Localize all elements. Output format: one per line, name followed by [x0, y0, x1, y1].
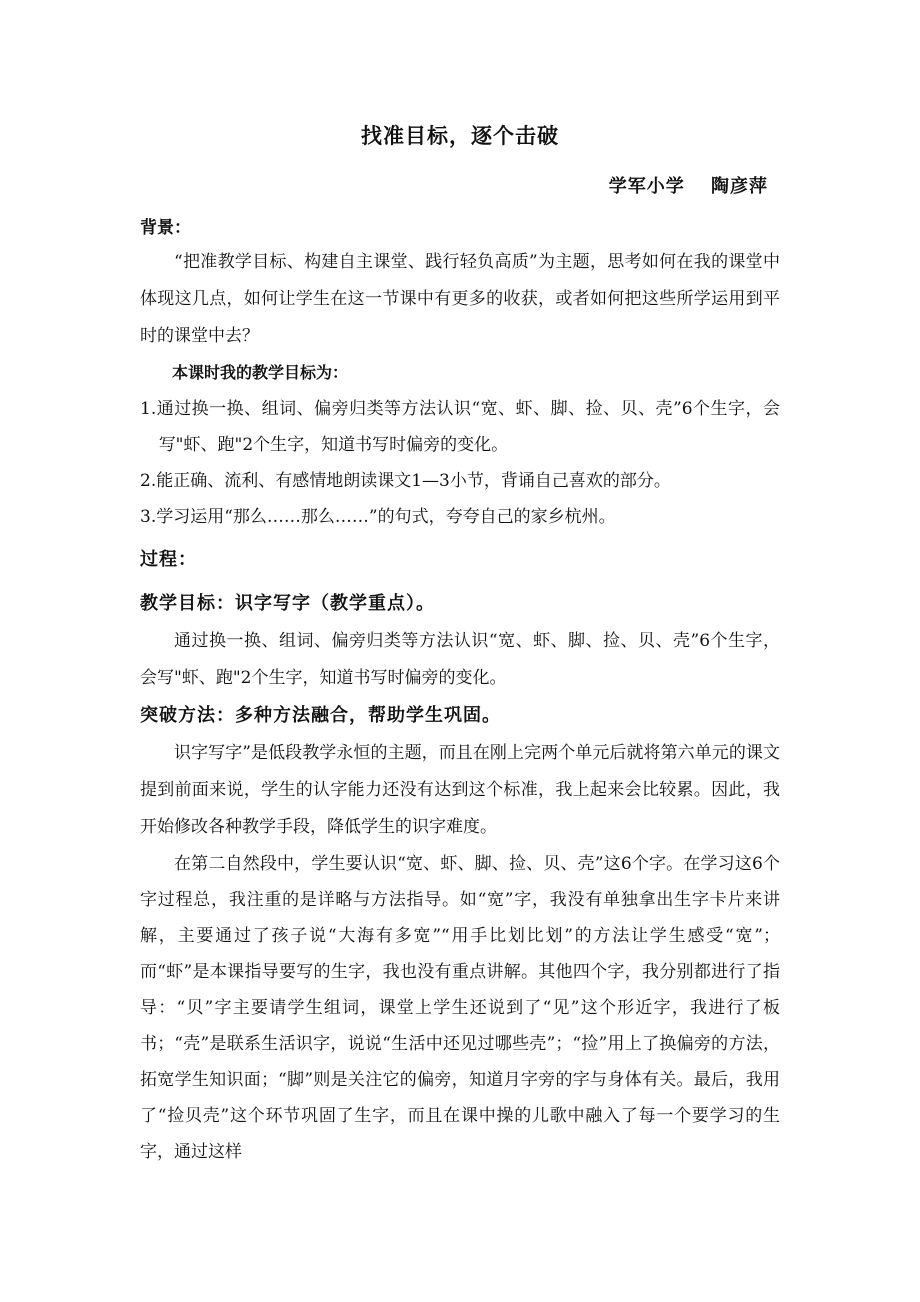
- goal-item-1: 1.通过换一换、组词、偏旁归类等方法认识“宽、虾、脚、捡、贝、壳”6个生字，会写"虾、跑"2个生字，知道书写时偏旁的变化。: [140, 399, 780, 455]
- method-paragraph-2: 在第二自然段中，学生要认识“宽、虾、脚、捡、贝、壳”这6个字。在学习这6个字过程总，我注重的是详略与方法指导。如“宽”字，我没有单独拿出生字卡片来讲解，主要通过了孩子说“大海有多宽”“用手比划比划”的方法让学生感受“宽”；而“虾”是本课指导要写的生字，我也没有重点讲解。其他四个字，我分别都进行了指导：“贝”字主要请学生组词，课堂上学生还说到了“见”这个形近字，我进行了板书；“壳”是联系生活识字，说说“生活中还见过哪些壳”；“捡”用上了换偏旁的方法，拓宽学生知识面；“脚”则是关注它的偏旁，知道月字旁的字与身体有关。最后，我用了“捡贝壳”这个环节巩固了生字，而且在课中操的儿歌中融入了每一个要学习的生字，通过这样: [140, 854, 780, 1162]
- background-paragraph: “把准教学目标、构建自主课堂、践行轻负高质”为主题，思考如何在我的课堂中体现这几点，如何让学生在这一节课中有更多的收获，或者如何把这些所学运用到平时的课堂中去？: [140, 252, 780, 346]
- document-body: [140, 212, 780, 1170]
- goal-item-3: 3.学习运用“那么……那么……”的句式，夸夸自己的家乡杭州。: [140, 507, 616, 527]
- goals-heading: 本课时我的教学目标为：: [172, 363, 349, 382]
- method-heading: 突破方法：多种方法融合，帮助学生巩固。: [140, 705, 501, 726]
- teaching-goal-paragraph: 通过换一换、组词、偏旁归类等方法认识“宽、虾、脚、捡、贝、壳”6个生字，会写"虾、跑"2个生字，知道书写时偏旁的变化。: [140, 631, 780, 688]
- process-heading: 过程：: [140, 549, 197, 570]
- background-heading: 背景：: [140, 218, 191, 238]
- document-title: 找准目标，逐个击破: [361, 124, 559, 148]
- teaching-goal-heading: 教学目标：识字写字（教学重点）。: [140, 593, 435, 614]
- author-line: 学军小学 陶彦萍: [608, 176, 768, 197]
- method-paragraph-1: 识字写字”是低段教学永恒的主题，而且在刚上完两个单元后就将第六单元的课文提到前面来说，学生的认字能力还没有达到这个标准，我上起来会比较累。因此，我开始修改各种教学手段，降低学生的识字难度。: [140, 743, 780, 837]
- goal-item-2: 2.能正确、流利、有感情地朗读课文1—3小节，背诵自己喜欢的部分。: [140, 471, 671, 491]
